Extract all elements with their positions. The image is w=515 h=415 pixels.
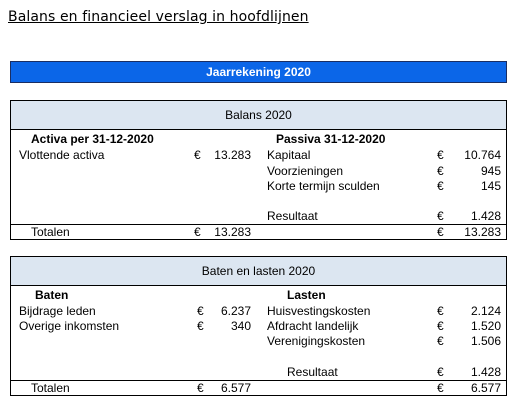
result-value: 1.428 [470,365,501,379]
totals-row [11,224,506,240]
result-currency: € [437,209,444,223]
totals-label: Totalen [31,225,70,239]
liability-currency: € [437,179,444,193]
income-currency: € [197,304,204,318]
income-label: Overige inkomsten [19,319,120,333]
expense-currency: € [437,334,444,348]
assets-total-currency: € [194,225,201,239]
liability-value: 10.764 [464,148,501,162]
expense-label: Verenigingskosten [267,334,366,348]
assets-total-value: 13.283 [214,225,251,239]
income-value: 340 [230,319,251,333]
liability-value: 945 [480,164,501,178]
income-header: Baten [35,288,69,302]
expense-value: 2.124 [470,304,501,318]
result-label: Resultaat [267,209,318,223]
income-statement-panel [10,256,507,396]
expense-value: 1.520 [470,319,501,333]
annual-accounts-banner: Jaarrekening 2020 [10,61,507,83]
income-label: Bijdrage leden [19,304,96,318]
result-value: 1.428 [470,209,501,223]
liability-label: Korte termijn sculden [267,179,380,193]
liabilities-total-value: 13.283 [464,225,501,239]
liability-value: 145 [480,179,501,193]
income-statement-heading: Baten en lasten 2020 [11,257,506,286]
expense-currency: € [437,319,444,333]
balance-sheet-heading: Balans 2020 [11,101,506,130]
expense-currency: € [437,304,444,318]
asset-currency: € [194,148,201,162]
liabilities-header: Passiva 31-12-2020 [276,132,386,146]
totals-label: Totalen [31,381,70,395]
asset-value: 13.283 [214,148,251,162]
liabilities-total-currency: € [437,225,444,239]
asset-label: Vlottende activa [19,148,105,162]
result-currency: € [437,365,444,379]
liability-currency: € [437,148,444,162]
result-label: Resultaat [287,365,338,379]
expense-label: Afdracht landelijk [267,319,359,333]
liability-label: Kapitaal [267,148,311,162]
balance-sheet-panel [10,100,507,240]
expenses-total-currency: € [437,381,444,395]
liability-currency: € [437,164,444,178]
income-total-currency: € [197,381,204,395]
income-value: 6.237 [220,304,251,318]
income-total-value: 6.577 [220,381,251,395]
assets-header: Activa per 31-12-2020 [31,132,154,146]
expenses-header: Lasten [287,288,326,302]
expense-label: Huisvestingskosten [267,304,371,318]
income-currency: € [197,319,204,333]
page-title: Balans en financieel verslag in hoofdlijnen [8,9,309,25]
expense-value: 1.506 [470,334,501,348]
expenses-total-value: 6.577 [470,381,501,395]
liability-label: Voorzieningen [267,164,344,178]
totals-row [11,380,506,396]
